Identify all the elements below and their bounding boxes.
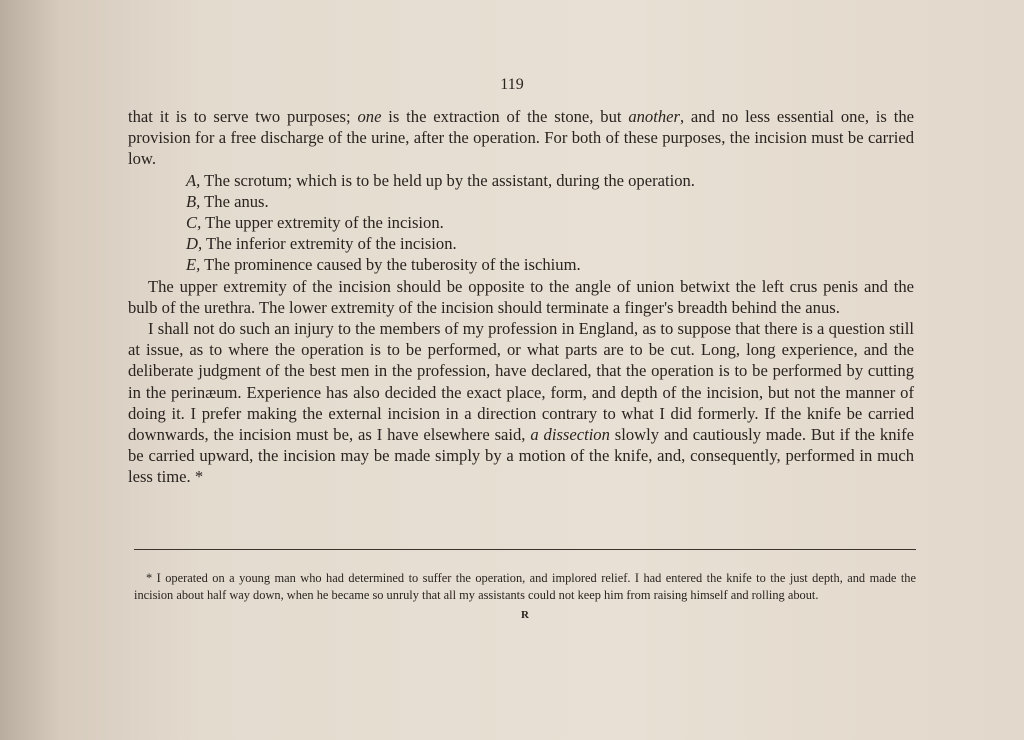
signature-mark: R (521, 609, 529, 621)
legend-text: The scrotum; which is to be held up by the assistant, during the operation. (200, 170, 695, 190)
legend-item-e (128, 254, 914, 275)
main-text (128, 106, 914, 488)
figure-legend (128, 170, 914, 276)
legend-text: The upper extremity of the incision. (201, 213, 444, 233)
paragraph-operation-after: slowly and cautiously made. But if the knife be carried upward, the incision may be made simply by a motion of the knife, and, consequently, performed in much less time. * (128, 425, 915, 487)
legend-item-d (128, 233, 914, 254)
footnote-text: * I operated on a young man who had determined to suffer the operation, and implored relief. I had entered the knife to the just depth, and made the incision about half way down, when he became so unruly that all my assistants could not keep him from raising himself and rolling about. (134, 571, 916, 602)
page-number: 119 (500, 76, 524, 93)
intro-after: , and no less essential one, is the provision for a free discharge of the urine, after the operation. For both of these purposes, the incision must be carried low. (128, 107, 914, 169)
paragraph-operation-before: I shall not do such an injury to the members of my profession in England, as to suppose that there is a question still at issue, as to where the operation is to be performed, or what parts are to be cut. Long, long experience, and the deliberate judgment of the best men in the profession, have declared, that the operation is to be performed by cutting in the perinæum. Experience has also decided the exact place, form, and depth of the incision, but not the manner of doing it. I prefer making the external incision in a direction contrary to what I did formerly. If the knife be carried downwards, the incision must be, as I have elsewhere said, (128, 319, 914, 445)
legend-letter: B, (186, 191, 201, 211)
legend-letter: D, (186, 234, 203, 254)
legend-text: The inferior extremity of the incision. (202, 234, 457, 254)
footnote (134, 570, 916, 603)
footnote-divider (134, 549, 916, 550)
intro-paragraph (128, 106, 914, 170)
paragraph-incision-extremities: The upper extremity of the incision should be opposite to the angle of union betwixt the left crus penis and the bulb of the urethra. The lower extremity of the incision should terminate a finger's breadth behind the anus. (128, 276, 914, 317)
legend-text: The prominence caused by the tuberosity of the ischium. (200, 255, 581, 275)
intro-between: is the extraction of the stone, but (381, 107, 629, 126)
emphasis-dissection: a dissection (530, 425, 610, 445)
intro-before-one: that it is to serve two purposes; (128, 107, 358, 126)
legend-letter: C, (186, 213, 202, 233)
legend-letter: E, (186, 255, 201, 275)
emphasis-another: another (628, 107, 680, 126)
paragraph-operation (128, 318, 914, 488)
legend-item-b (128, 191, 914, 212)
legend-item-a (128, 170, 914, 191)
emphasis-one: one (357, 107, 382, 126)
legend-letter: A, (186, 170, 201, 190)
legend-text: The anus. (200, 191, 269, 211)
legend-item-c (128, 212, 914, 233)
